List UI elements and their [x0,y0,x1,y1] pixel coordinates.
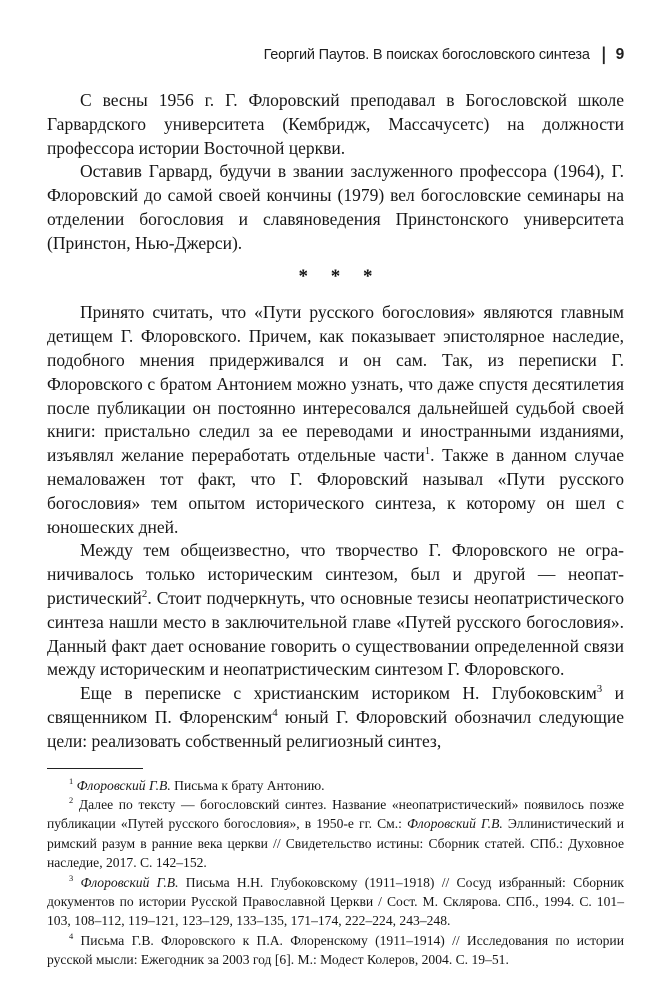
text-run: . Стоит подчеркнуть, что основные тезисы неопатристического синтеза нашли место в заключительной главе «Путей русского богословия». Данный факт дает основание говорить о существовании определенной связи между историческим и неопатристическим синтезом Г. Флоровского. [47,587,624,680]
text-run: Еще в переписке с христианским историком Н. Глубоковским [80,683,597,704]
paragraph [47,89,624,160]
text-run: Письма к брату Антонию. [170,777,325,793]
footnote-marker: 2 [69,794,74,805]
text-run: и священником П. Флоренским [47,683,624,727]
paragraph [47,539,624,682]
paragraphs-top [47,89,624,256]
text-run: юный Г. Флоровский обозначил следующие цели: реализовать собственный религиозный синтез, [47,706,624,751]
text-run: . Также в данном случае немаловажен тот факт, что Г. Флоровский называл «Пути русского богословия» тем опытом исторического синтеза, к которому он шел с юношеских дней. [47,445,624,537]
text-run: Далее по тексту — богословский синтез. Название «неопатристический» появилось позже публикации «Путей русского богословия», в 1950-е гг. См.: [47,796,624,832]
footnote-marker: 3 [596,682,603,695]
running-head-title: Георгий Паутов. В поисках богословского синтеза [263,47,590,63]
footnote-marker: 4 [69,930,74,941]
text-run: Оставив Гарвард, будучи в звании заслуженного профессора (1964), Г. Флоровский до самой своей кончины (1979) вел богословские семинары на отделении богословия и славяноведения Принстонского университета (Принстон, Нью-Джерси). [47,161,624,253]
text-run: Принято считать, что «Пути русского богословия» являются главным детищем Г. Флоровского. Причем, как показывает эпистолярное наследие, подобного мнения придерживался и он сам. Так, из переписки Г. Флоровского с братом Антонием можно узнать, что даже спустя десятилетия после публикации он постоянно интересовался дальнейшей судьбой своей книги: пристально следил за ее переводами и иностранными изданиями, изъявлял желание переработать отдельные части [47,302,624,466]
text-run: С весны 1956 г. Г. Флоровский преподавал в Богословской школе Гарвардского университета (Кембридж, Массачусетс) на должности профессора истории Восточной церкви. [47,90,624,158]
footnote-marker: 4 [272,706,278,719]
paragraphs-main [47,301,624,753]
footnote [47,795,624,873]
footnote-marker: 1 [424,444,431,457]
running-head [47,46,624,64]
text-run: Эллинистический и римский разум в ранние века церкви // Свидетельство истины: Сборник статей. СПб.: Духовное наследие, 2017. С. 142–152. [47,816,624,871]
italic-citation: Флоровский Г.В. [406,816,503,832]
running-head-divider: | [601,44,606,66]
paragraph [47,301,624,539]
paragraph [47,160,624,255]
body-text [47,89,624,754]
footnote [47,776,624,795]
text-run: Между тем общеизвестно, что творчество Г. Флоровского не ограничивалось только историческим синтезом, был и другой — неопатристический [47,540,624,608]
text-run: Письма Г.В. Флоровского к П.А. Флоренскому (1911–1914) // Исследования по истории русской мысли: Ежегодник за 2003 год [6]. М.: Модест Колеров, 2004. С. 19–51. [47,932,624,968]
text-run: Письма Н.Н. Глубоковскому (1911–1918) // Сосуд избранный: Сборник документов по истории Русской Православной Церкви / Сост. М. Склярова. СПб., 1994. С. 101–103, 108–112, 119–121, 123–129, 133–135, 171–174, 222–224, 243–248. [47,874,624,929]
page-number: 9 [615,46,624,63]
section-separator: * * * [298,265,382,287]
footnote-marker: 3 [69,872,74,883]
footnote-block [47,768,624,970]
footnote [47,931,624,970]
footnote-marker: 1 [69,775,74,786]
footnote [47,873,624,931]
footnote-rule [47,768,143,769]
italic-citation: Флоровский Г.В. [80,874,179,890]
paragraph [47,682,624,753]
italic-citation: Флоровский Г.В. [76,777,171,793]
footnote-list [47,776,624,970]
footnote-marker: 2 [141,587,148,600]
